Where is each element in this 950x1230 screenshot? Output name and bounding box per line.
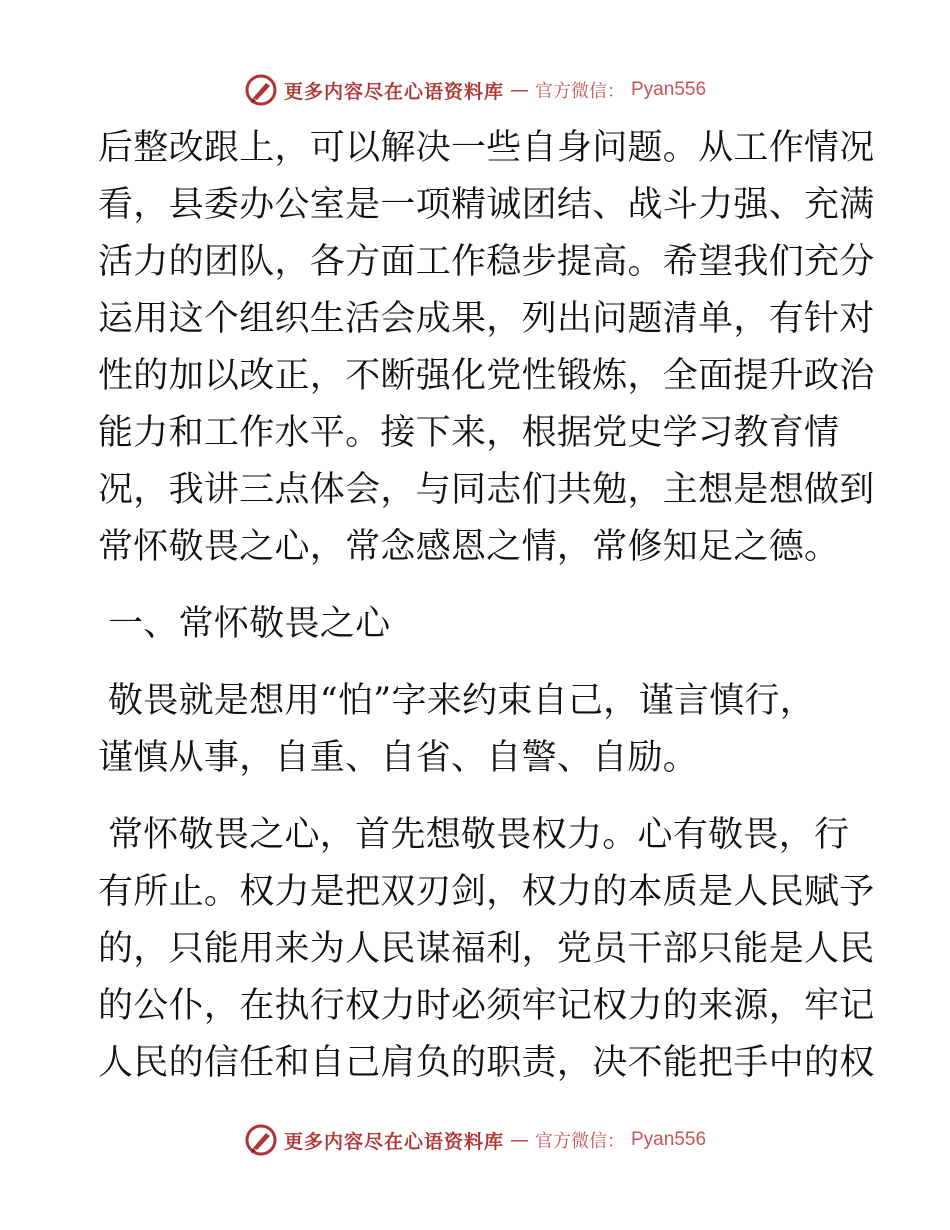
watermark-account: Pyan556: [631, 1129, 707, 1150]
watermark-site-text: 更多内容尽在心语资料库: [283, 80, 504, 103]
watermark-label: 官方微信：: [535, 1131, 625, 1152]
text-line: 敬畏就是想用“怕”字来约束自己，谨言慎行，: [108, 681, 816, 721]
section-heading: [98, 596, 858, 653]
footer-watermark: [0, 1120, 950, 1160]
pen-logo-icon: [244, 73, 278, 107]
text-line: 看，县委办公室是一项精诚团结、战斗力强、充满: [98, 185, 875, 225]
paragraph-intro: [98, 120, 875, 576]
text-line: 性的加以改正，不断强化党性锻炼，全面提升政治: [98, 356, 875, 396]
heading-text: 一、常怀敬畏之心: [108, 604, 391, 644]
header-watermark: [0, 70, 950, 110]
text-line: 能力和工作水平。接下来，根据党史学习教育情: [98, 413, 840, 453]
text-line: 活力的团队，各方面工作稳步提高。希望我们充分: [98, 242, 875, 282]
watermark-separator: —: [510, 1129, 529, 1151]
text-line: 常怀敬畏之心，常念感恩之情，常修知足之德。: [98, 527, 840, 567]
text-line: 谨慎从事，自重、自省、自警、自励。: [98, 738, 699, 778]
paragraph-definition: [98, 673, 858, 787]
text-line: 况，我讲三点体会，与同志们共勉，主想是想做到: [98, 470, 875, 510]
watermark-account: Pyan556: [631, 79, 707, 100]
text-line: 运用这个组织生活会成果，列出问题清单，有针对: [98, 299, 875, 339]
text-line: 常怀敬畏之心，首先想敬畏权力。心有敬畏，行: [108, 815, 850, 855]
text-line: 人民的信任和自己肩负的职责，决不能把手中的权: [98, 1043, 875, 1083]
text-line: 后整改跟上，可以解决一些自身问题。从工作情况: [98, 128, 875, 168]
watermark-separator: —: [510, 79, 529, 101]
paragraph-power: [98, 807, 875, 1092]
text-line: 有所止。权力是把双刃剑，权力的本质是人民赋予: [98, 872, 875, 912]
pen-logo-icon: [244, 1123, 278, 1157]
text-line: 的公仆，在执行权力时必须牢记权力的来源，牢记: [98, 986, 875, 1026]
document-body: [98, 120, 875, 1092]
watermark-label: 官方微信：: [535, 81, 625, 102]
watermark-site-text: 更多内容尽在心语资料库: [283, 1130, 504, 1153]
text-line: 的，只能用来为人民谋福利，党员干部只能是人民: [98, 929, 875, 969]
